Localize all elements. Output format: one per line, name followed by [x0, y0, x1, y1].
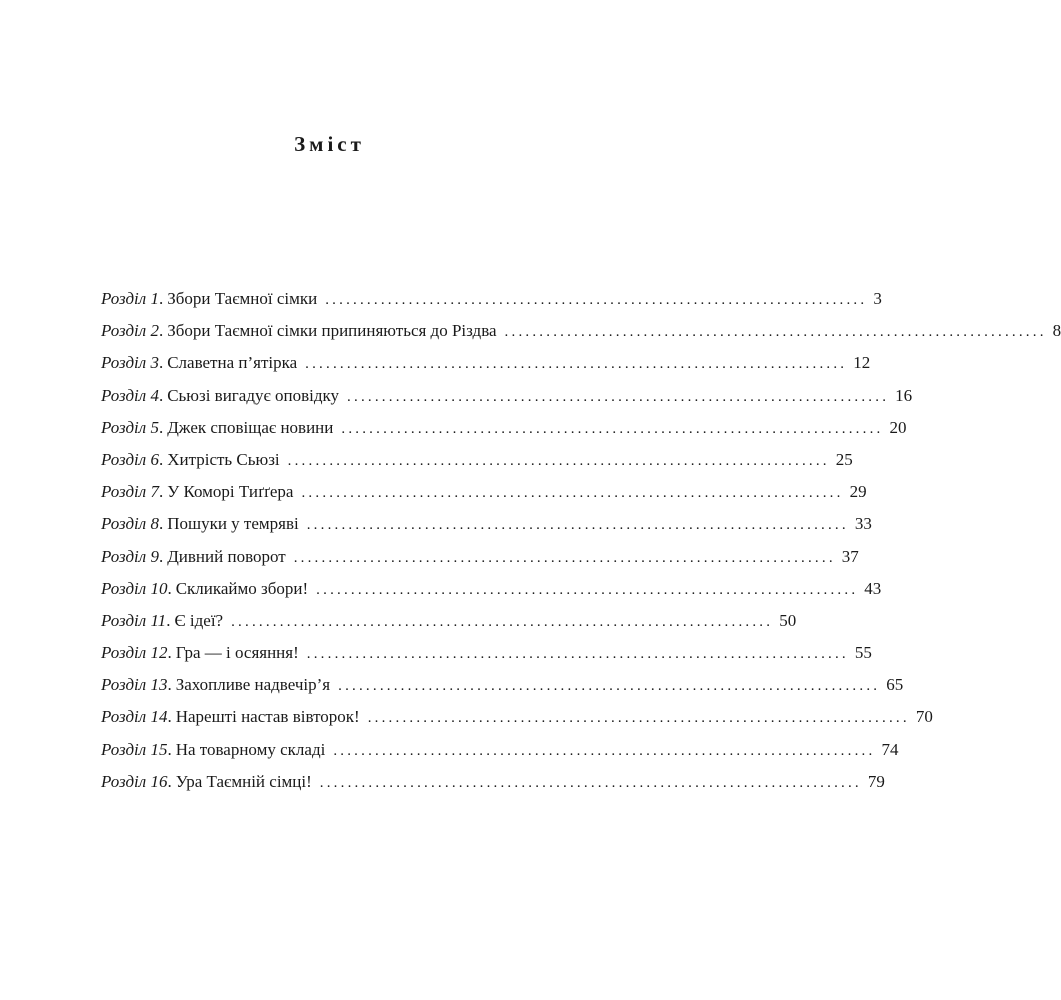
chapter-label-dot: . [158, 546, 164, 566]
chapter-label: Розділ 11 [101, 610, 167, 630]
chapter-label-dot: . [167, 578, 172, 598]
toc-entry [101, 701, 933, 733]
toc-entry [101, 476, 867, 508]
dot-leader: .............................................................................. [231, 613, 774, 630]
page-number: 16 [895, 385, 913, 405]
dot-leader: .............................................................................. [333, 742, 876, 759]
dot-leader: .............................................................................. [338, 678, 881, 695]
toc-entry [101, 380, 913, 412]
dot-leader: .............................................................................. [325, 292, 868, 308]
dot-leader: .............................................................................. [347, 388, 890, 405]
chapter-label: Розділ 15 [101, 739, 168, 759]
chapter-name: На товарному складі [175, 739, 326, 759]
toc-entry [101, 412, 907, 444]
chapter-label: Розділ 6 [101, 449, 159, 469]
chapter-label-dot: . [166, 610, 171, 630]
page-number: 79 [867, 771, 885, 791]
chapter-name: Ура Таємній сімці! [175, 771, 312, 791]
toc-entry [101, 637, 872, 669]
chapter-label: Розділ 1 [101, 289, 159, 308]
page-number: 50 [779, 610, 797, 630]
chapter-label-dot: . [158, 289, 164, 308]
chapter-name: Сьюзі вигадує оповідку [167, 385, 340, 405]
toc-entry [101, 766, 885, 798]
chapter-label: Розділ 14 [101, 707, 168, 727]
chapter-label-dot: . [158, 353, 164, 373]
chapter-label: Розділ 5 [101, 417, 159, 437]
toc-entry [101, 508, 872, 540]
chapter-name: Збори Таємної сімки припиняються до Різдва [167, 321, 497, 341]
toc-entry [101, 605, 797, 637]
chapter-name: Пошуки у темряві [167, 514, 299, 534]
toc-entry [101, 283, 882, 315]
chapter-label: Розділ 2 [101, 321, 159, 341]
page-number: 12 [853, 353, 871, 373]
chapter-label-dot: . [158, 482, 164, 502]
chapter-label: Розділ 9 [101, 546, 159, 566]
chapter-label: Розділ 4 [101, 385, 159, 405]
toc-entry [101, 734, 899, 766]
chapter-name: Славетна п’ятірка [167, 353, 298, 373]
chapter-label: Розділ 12 [101, 643, 168, 663]
chapter-label-dot: . [167, 643, 172, 663]
chapter-label: Розділ 7 [101, 482, 159, 502]
dot-leader: .............................................................................. [504, 324, 1047, 341]
dot-leader: .............................................................................. [341, 420, 884, 437]
chapter-label-dot: . [158, 385, 164, 405]
toc-list [101, 283, 1061, 798]
chapter-label: Розділ 16 [101, 771, 168, 791]
chapter-name: Захопливе надвечір’я [175, 675, 331, 695]
page-number: 33 [854, 514, 872, 534]
toc-entry [101, 315, 1061, 347]
chapter-label-dot: . [158, 417, 164, 437]
dot-leader: .............................................................................. [306, 517, 849, 534]
chapter-label-dot: . [167, 707, 172, 727]
page-number: 25 [835, 449, 853, 469]
chapter-name: Гра — і осяяння! [175, 643, 299, 663]
toc-entry [101, 669, 904, 701]
chapter-name: Скликаймо збори! [175, 578, 309, 598]
toc-title: Зміст [294, 132, 365, 156]
dot-leader: .............................................................................. [367, 710, 910, 727]
chapter-name: Збори Таємної сімки [167, 289, 318, 308]
page-number: 3 [873, 289, 882, 308]
chapter-name: Нарешті настав вівторок! [175, 707, 360, 727]
chapter-label: Розділ 10 [101, 578, 168, 598]
page-number: 43 [864, 578, 882, 598]
chapter-name: Є ідеї? [174, 610, 224, 630]
chapter-label: Розділ 3 [101, 353, 159, 373]
toc-entry [101, 444, 853, 476]
toc-entry [101, 541, 859, 573]
chapter-label-dot: . [167, 771, 172, 791]
chapter-label-dot: . [158, 321, 164, 341]
dot-leader: .............................................................................. [301, 485, 844, 502]
page-number: 55 [854, 643, 872, 663]
dot-leader: .............................................................................. [319, 774, 862, 791]
page-number: 70 [915, 707, 933, 727]
chapter-name: Дивний поворот [167, 546, 286, 566]
chapter-name: У Коморі Тиґґера [167, 482, 294, 502]
page-number: 29 [849, 482, 867, 502]
dot-leader: .............................................................................. [316, 581, 859, 598]
chapter-label-dot: . [167, 739, 172, 759]
dot-leader: .............................................................................. [305, 356, 848, 373]
dot-leader: .............................................................................. [306, 646, 849, 663]
toc-entry [101, 347, 871, 379]
dot-leader: .............................................................................. [287, 452, 830, 469]
page-number: 8 [1052, 321, 1061, 341]
page-number: 20 [889, 417, 907, 437]
chapter-label-dot: . [167, 675, 172, 695]
chapter-label: Розділ 13 [101, 675, 168, 695]
page-number: 65 [886, 675, 904, 695]
page-number: 74 [881, 739, 899, 759]
dot-leader: .............................................................................. [293, 549, 836, 566]
chapter-label-dot: . [158, 449, 164, 469]
chapter-name: Хитрість Сьюзі [167, 449, 280, 469]
toc-entry [101, 573, 882, 605]
chapter-name: Джек сповіщає новини [167, 417, 334, 437]
chapter-label-dot: . [158, 514, 164, 534]
chapter-label: Розділ 8 [101, 514, 159, 534]
page-number: 37 [841, 546, 859, 566]
